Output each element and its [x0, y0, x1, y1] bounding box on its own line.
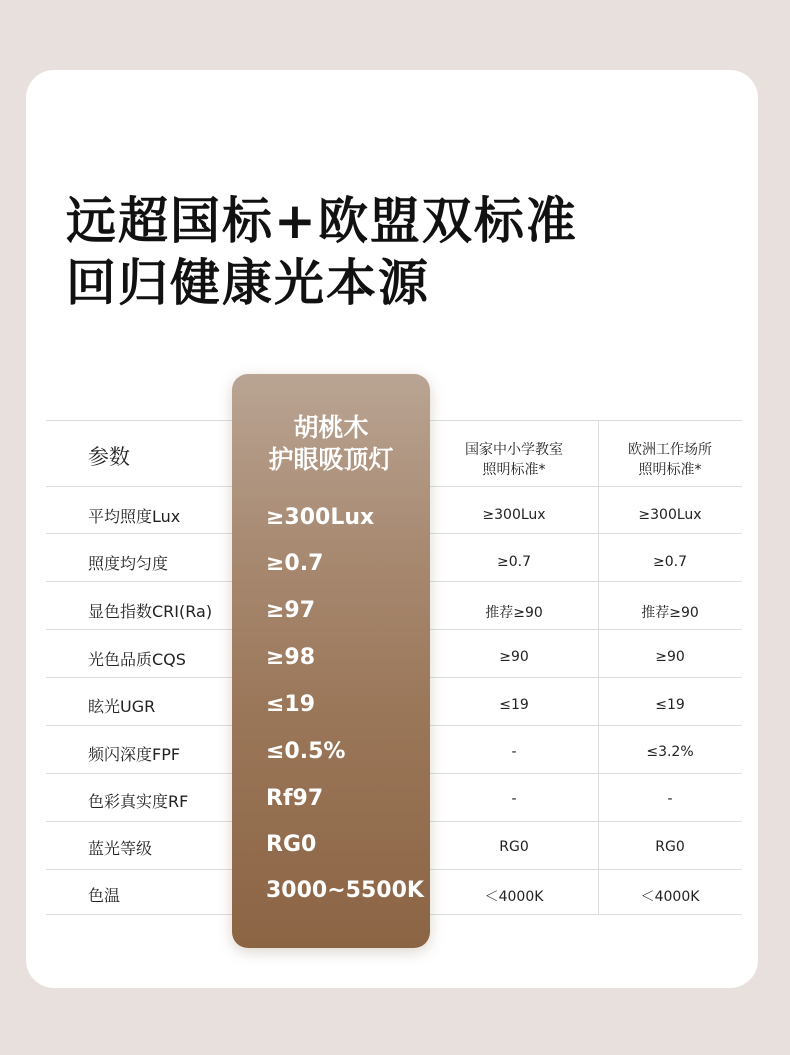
- std1-value: ≤19: [499, 697, 529, 713]
- param-label: 平均照度Lux: [88, 507, 181, 526]
- product-value: ≥97: [266, 598, 316, 623]
- std1-value: -: [511, 744, 517, 760]
- headline: [66, 190, 578, 314]
- std1-value: -: [511, 791, 517, 807]
- product-value: RG0: [266, 832, 317, 857]
- std2-value: ≤3.2%: [646, 744, 694, 760]
- param-label: 频闪深度FPF: [88, 745, 181, 764]
- std1-value: 推荐≥90: [485, 605, 543, 621]
- product-header-line-2: 护眼吸顶灯: [268, 445, 394, 474]
- param-label: 蓝光等级: [88, 839, 153, 858]
- std1-header-line-2: 照明标准*: [482, 462, 546, 478]
- std1-column-header: [430, 440, 598, 480]
- headline-line-2: 回归健康光本源: [66, 254, 430, 312]
- std2-value: ＜4000K: [640, 889, 700, 905]
- product-header-line-1: 胡桃木: [293, 413, 369, 442]
- param-label: 眩光UGR: [88, 697, 156, 716]
- std2-column-header: [598, 440, 742, 480]
- std1-value: ≥300Lux: [482, 507, 546, 523]
- std2-value: ≥300Lux: [638, 507, 702, 523]
- std1-value: RG0: [499, 839, 529, 855]
- product-value: 3000~5500K: [266, 878, 424, 903]
- product-value: ≤19: [266, 692, 316, 717]
- product-value: ≥300Lux: [266, 505, 375, 530]
- std2-value: ≥90: [655, 649, 685, 665]
- param-label: 显色指数CRI(Ra): [88, 602, 213, 621]
- std1-value: ≥0.7: [497, 554, 531, 570]
- std1-header-line-1: 国家中小学教室: [465, 442, 563, 458]
- param-label: 光色品质CQS: [88, 650, 186, 669]
- std2-value: ≥0.7: [653, 554, 687, 570]
- headline-line-1: 远超国标+欧盟双标准: [66, 192, 578, 250]
- product-column-header: [232, 412, 430, 476]
- std1-value: ＜4000K: [484, 889, 544, 905]
- product-value: ≥98: [266, 645, 316, 670]
- std2-header-line-1: 欧洲工作场所: [628, 442, 712, 458]
- std2-value: 推荐≥90: [641, 605, 699, 621]
- std1-value: ≥90: [499, 649, 529, 665]
- product-value: ≤0.5%: [266, 739, 346, 764]
- param-label: 照度均匀度: [88, 554, 169, 573]
- std2-header-line-2: 照明标准*: [638, 462, 702, 478]
- param-column-header: 参数: [88, 445, 130, 469]
- product-value: Rf97: [266, 786, 324, 811]
- param-label: 色彩真实度RF: [88, 792, 189, 811]
- product-value: ≥0.7: [266, 551, 324, 576]
- param-label: 色温: [88, 886, 121, 905]
- std2-value: RG0: [655, 839, 685, 855]
- std2-value: ≤19: [655, 697, 685, 713]
- std2-value: -: [667, 791, 673, 807]
